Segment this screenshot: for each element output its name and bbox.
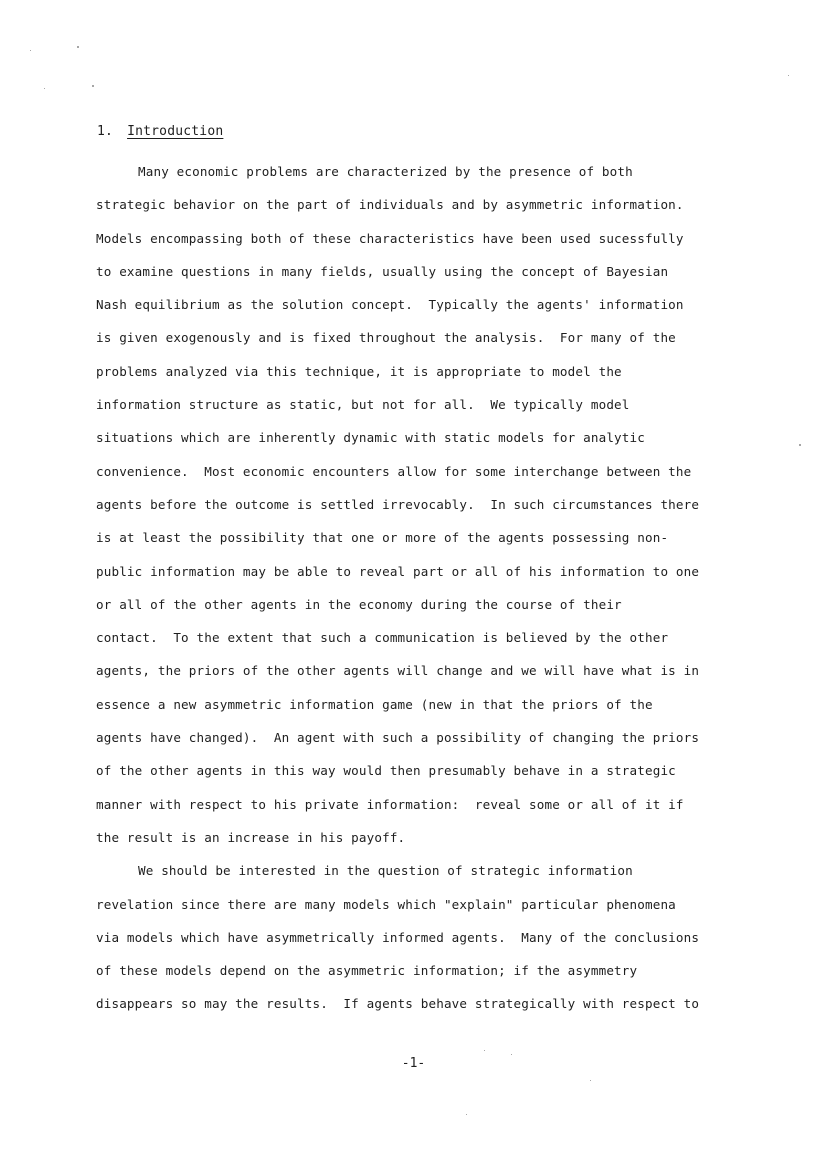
text-line: manner with respect to his private information: reveal some or all of it if: [96, 796, 684, 812]
text-line: We should be interested in the question of strategic information: [138, 863, 633, 879]
body-text: [96, 155, 756, 1021]
section-heading: [97, 124, 223, 139]
scan-speck: [77, 46, 79, 48]
scan-speck: [788, 75, 789, 76]
text-line: is given exogenously and is fixed throughout the analysis. For many of the: [96, 330, 676, 346]
section-number: 1.: [97, 124, 114, 139]
text-line: or all of the other agents in the economy during the course of their: [96, 596, 622, 612]
scan-speck: [590, 1080, 591, 1081]
text-line: via models which have asymmetrically informed agents. Many of the conclusions: [96, 929, 700, 945]
text-line: revelation since there are many models which "explain" particular phenomena: [96, 896, 676, 912]
scan-speck: [484, 1050, 485, 1051]
text-line: agents before the outcome is settled irrevocably. In such circumstances there: [96, 496, 700, 512]
scan-speck: [30, 50, 31, 51]
text-line: situations which are inherently dynamic with static models for analytic: [96, 430, 645, 446]
text-line: contact. To the extent that such a communication is believed by the other: [96, 630, 669, 646]
scan-speck: [799, 444, 801, 446]
text-line: is at least the possibility that one or more of the agents possessing non-: [96, 530, 669, 546]
text-line: Models encompassing both of these characteristics have been used sucessfully: [96, 230, 684, 246]
text-line: to examine questions in many fields, usually using the concept of Bayesian: [96, 263, 669, 279]
scan-speck: [44, 88, 45, 89]
text-line: agents have changed). An agent with such a possibility of changing the priors: [96, 730, 700, 746]
scan-speck: [92, 85, 94, 87]
page-number: -1-: [401, 1056, 426, 1071]
text-line: of these models depend on the asymmetric information; if the asymmetry: [96, 963, 638, 979]
text-line: Nash equilibrium as the solution concept. Typically the agents' information: [96, 297, 684, 313]
text-line: information structure as static, but not for all. We typically model: [96, 397, 630, 413]
section-title: Introduction: [127, 124, 224, 139]
text-line: disappears so may the results. If agents behave strategically with respect to: [96, 996, 700, 1012]
text-line: the result is an increase in his payoff.: [96, 829, 406, 845]
scan-speck: [511, 1054, 512, 1055]
text-line: agents, the priors of the other agents will change and we will have what is in: [96, 663, 700, 679]
text-line: of the other agents in this way would then presumably behave in a strategic: [96, 763, 676, 779]
text-line: public information may be able to reveal part or all of his information to one: [96, 563, 700, 579]
scan-speck: [466, 1114, 467, 1115]
text-line: essence a new asymmetric information game (new in that the priors of the: [96, 696, 653, 712]
text-line: strategic behavior on the part of individuals and by asymmetric information.: [96, 197, 684, 213]
text-line: convenience. Most economic encounters allow for some interchange between the: [96, 463, 692, 479]
text-line: Many economic problems are characterized by the presence of both: [138, 164, 633, 179]
text-line: problems analyzed via this technique, it is appropriate to model the: [96, 363, 622, 379]
